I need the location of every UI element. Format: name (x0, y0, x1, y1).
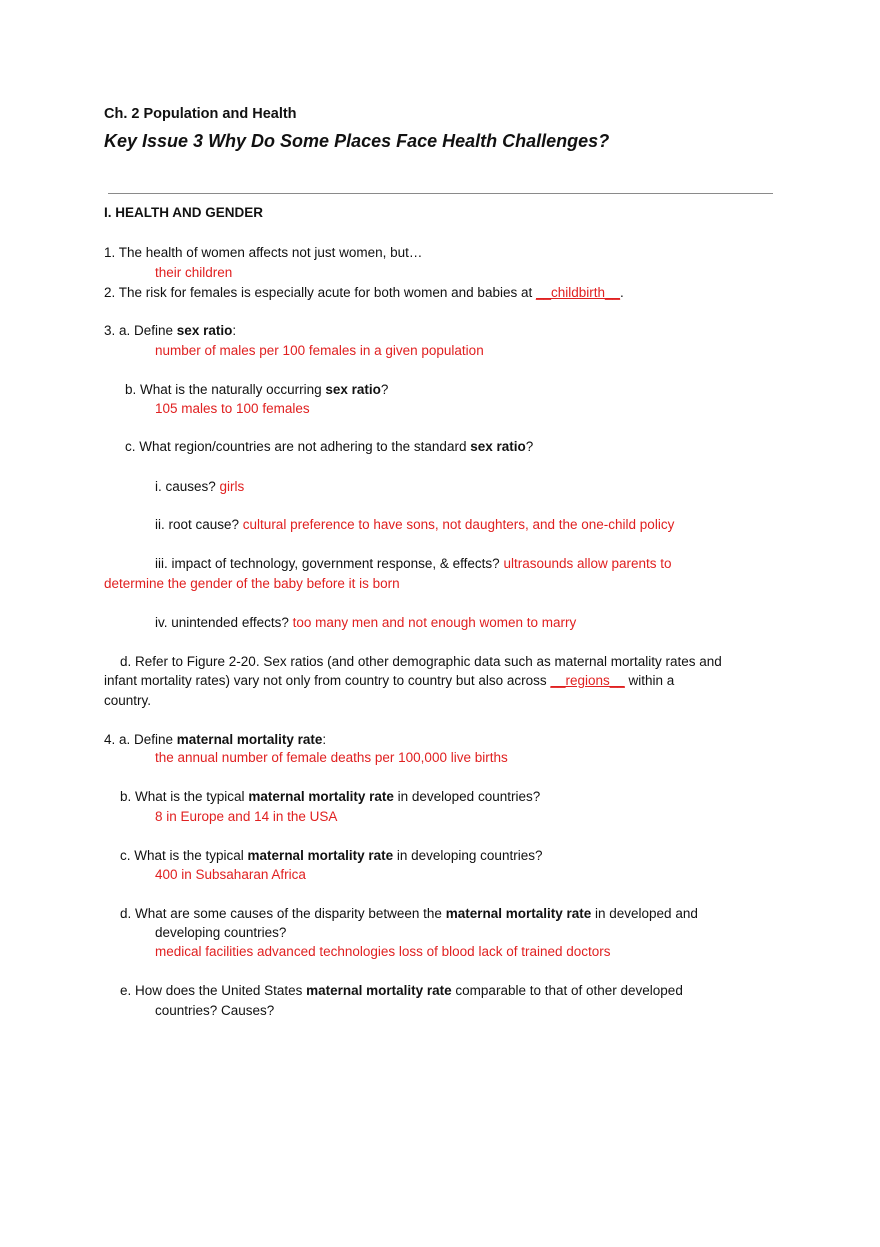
section-heading: I. HEALTH AND GENDER (104, 205, 264, 220)
q3a-answer: number of males per 100 females in a given population (155, 343, 484, 358)
q3-ii-prompt: ii. root cause? (155, 517, 243, 532)
q3d-line1: d. Refer to Figure 2-20. Sex ratios (and other demographic data such as maternal mortality rates and (120, 654, 722, 669)
q4a-question (104, 730, 326, 749)
q4b-question (120, 787, 540, 806)
q3-iii-answer-line1: ultrasounds allow parents to (503, 556, 672, 571)
q3b-question (125, 380, 388, 399)
key-issue-title: Key Issue 3 Why Do Some Places Face Health Challenges? (104, 131, 610, 151)
q4d-prefix: d. What are some causes of the disparity between the (120, 906, 446, 921)
q4e-suffix: comparable to that of other developed (451, 983, 683, 998)
q3-iv-answer: too many men and not enough women to marry (292, 615, 577, 630)
q3d-line2 (104, 671, 674, 690)
q3b-prefix: b. What is the naturally occurring (125, 382, 326, 397)
q3-i (155, 477, 244, 496)
q4d-suffix: in developed and (591, 906, 698, 921)
q3d-line2-suffix: within a (624, 673, 675, 688)
q3-ii (155, 515, 674, 534)
q2-prefix: 2. The risk for females is especially acute for both women and babies at (104, 285, 536, 300)
q4b-suffix: in developed countries? (393, 789, 541, 804)
q2-suffix: . (620, 285, 624, 300)
q4a-prefix: 4. a. Define (104, 732, 177, 747)
q4e-term: maternal mortality rate (306, 983, 452, 998)
q3a-term: sex ratio (176, 323, 233, 338)
q4a-suffix: : (322, 732, 327, 747)
q3b-suffix: ? (380, 382, 389, 397)
q3-iv (155, 613, 576, 632)
q3a-prefix: 3. a. Define (104, 323, 177, 338)
q3b-term: sex ratio (325, 382, 381, 397)
q3-iii (155, 554, 672, 573)
q4b-answer: 8 in Europe and 14 in the USA (155, 809, 338, 824)
q3c-question (125, 437, 533, 456)
q2-answer: __childbirth__ (535, 285, 621, 300)
q4a-answer: the annual number of female deaths per 100,000 live births (155, 750, 508, 765)
q4d-line2: developing countries? (155, 925, 287, 940)
q4d-term: maternal mortality rate (445, 906, 592, 921)
q3a-question (104, 321, 236, 340)
q4d-answer: medical facilities advanced technologies loss of blood lack of trained doctors (155, 944, 611, 959)
q4a-term: maternal mortality rate (176, 732, 323, 747)
q4c-suffix: in developing countries? (393, 848, 543, 863)
q4c-prefix: c. What is the typical (120, 848, 248, 863)
horizontal-rule (108, 193, 773, 194)
q3-ii-answer: cultural preference to have sons, not daughters, and the one-child policy (242, 517, 675, 532)
q4c-term: maternal mortality rate (247, 848, 394, 863)
q4e-question (120, 981, 683, 1000)
q2-question (104, 283, 624, 302)
q3d-answer: __regions__ (550, 673, 625, 688)
q3-iv-prompt: iv. unintended effects? (155, 615, 293, 630)
q4b-prefix: b. What is the typical (120, 789, 249, 804)
q1-question: 1. The health of women affects not just women, but… (104, 245, 423, 260)
q3c-prefix: c. What region/countries are not adhering to the standard (125, 439, 471, 454)
q3d-line2-prefix: infant mortality rates) vary not only from country to country but also across (104, 673, 551, 688)
q4b-term: maternal mortality rate (248, 789, 394, 804)
q4d-question (120, 904, 698, 923)
q4c-question (120, 846, 542, 865)
q3-i-answer: girls (219, 479, 245, 494)
q4c-answer: 400 in Subsaharan Africa (155, 867, 306, 882)
q3-iii-answer-line2: determine the gender of the baby before it is born (104, 576, 400, 591)
q3b-answer: 105 males to 100 females (155, 401, 310, 416)
q3-i-prompt: i. causes? (155, 479, 220, 494)
q4e-prefix: e. How does the United States (120, 983, 307, 998)
q3a-suffix: : (232, 323, 237, 338)
q3c-suffix: ? (525, 439, 534, 454)
q3c-term: sex ratio (470, 439, 526, 454)
q1-answer: their children (155, 265, 233, 280)
q3-iii-prompt: iii. impact of technology, government response, & effects? (155, 556, 504, 571)
q3d-line3: country. (104, 693, 152, 708)
q4e-line2: countries? Causes? (155, 1003, 275, 1018)
chapter-title: Ch. 2 Population and Health (104, 106, 297, 122)
